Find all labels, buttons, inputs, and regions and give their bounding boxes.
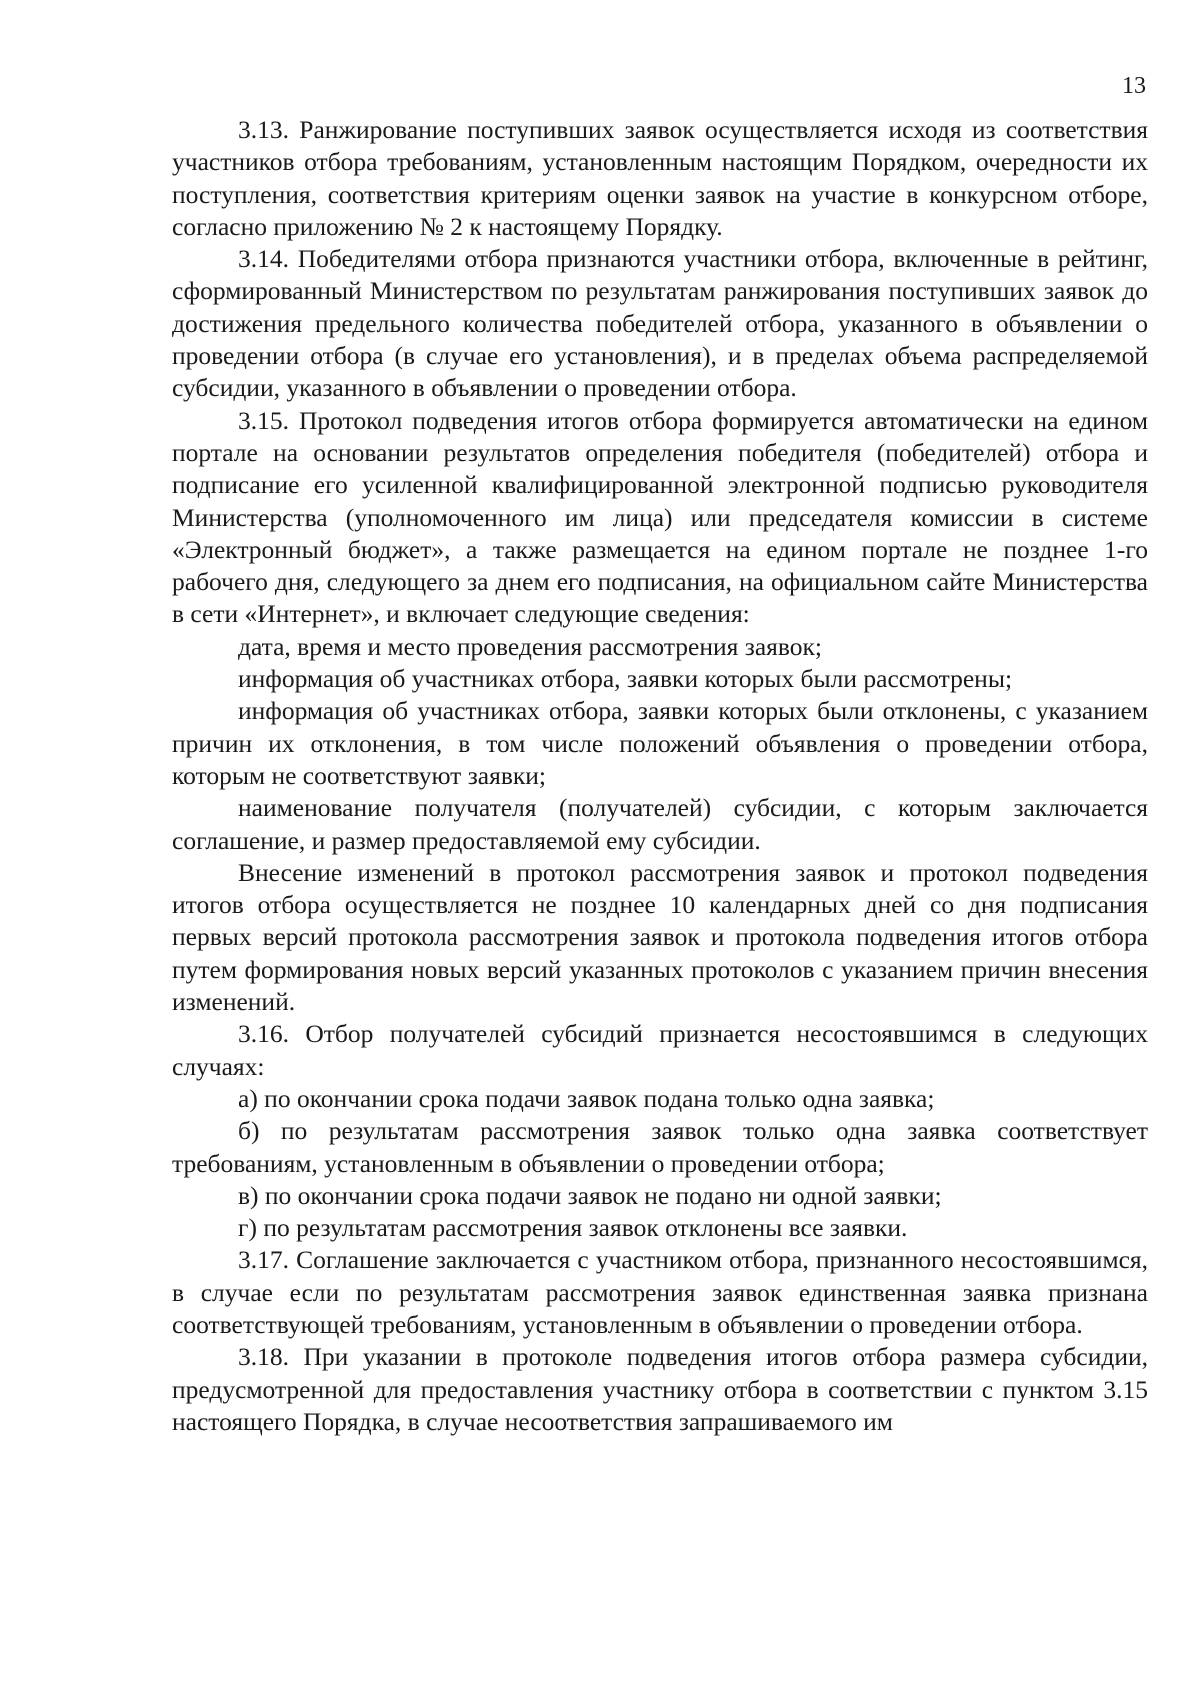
list-item-rejected-participants: информация об участниках отбора, заявки которых были отклонены, с указанием причин их отклонения, в том числе положений объявления о проведении отбора, которым не соответствуют заявки;	[172, 696, 1148, 790]
page-number: 13	[1122, 73, 1146, 99]
list-item-a: а) по окончании срока подачи заявок подана только одна заявка;	[238, 1083, 935, 1113]
paragraph-3-16: 3.16. Отбор получателей субсидий признается несостоявшимся в следующих случаях:	[172, 1019, 1148, 1081]
list-item-v: в) по окончании срока подачи заявок не подано ни одной заявки;	[238, 1180, 942, 1210]
paragraph-3-15: 3.15. Протокол подведения итогов отбора формируется автоматически на едином портале на основании результатов определения победителя (победителей) отбора и подписание его усиленной квалифицированной электронной подписью руководителя Министерства (уполномоченного им лица) или председателя комиссии в системе «Электронный бюджет», а также размещается на едином портале не позднее 1-го рабочего дня, следующего за днем его подписания, на официальном сайте Министерства в сети «Интернет», и включает следующие сведения:	[172, 405, 1148, 629]
paragraph-3-18: 3.18. При указании в протоколе подведения итогов отбора размера субсидии, предусмотренной для предоставления участнику отбора в соответствии с пунктом 3.15 настоящего Порядка, в случае несоответствия запрашиваемого им	[172, 1342, 1148, 1436]
list-item-date-time-place: дата, время и место проведения рассмотрения заявок;	[238, 631, 822, 661]
paragraph-3-13: 3.13. Ранжирование поступивших заявок осуществляется исходя из соответствия участников отбора требованиям, установленным настоящим Порядком, очередности их поступления, соответствия критериям оценки заявок на участие в конкурсном отборе, согласно приложению № 2 к настоящему Порядку.	[172, 115, 1148, 241]
paragraph-3-14: 3.14. Победителями отбора признаются участники отбора, включенные в рейтинг, сформированный Министерством по результатам ранжирования поступивших заявок до достижения предельного количества победителей отбора, указанного в объявлении о проведении отбора (в случае его установления), и в пределах объема распределяемой субсидии, указанного в объявлении о проведении отбора.	[172, 244, 1148, 403]
list-item-b: б) по результатам рассмотрения заявок только одна заявка соответствует требованиям, установленным в объявлении о проведении отбора;	[172, 1116, 1148, 1178]
paragraph-protocol-changes: Внесение изменений в протокол рассмотрения заявок и протокол подведения итогов отбора осуществляется не позднее 10 календарных дней со дня подписания первых версий протокола рассмотрения заявок и протокола подведения итогов отбора путем формирования новых версий указанных протоколов с указанием причин внесения изменений.	[172, 857, 1148, 1017]
list-item-reviewed-participants: информация об участниках отбора, заявки которых были рассмотрены;	[238, 664, 1013, 694]
document-body	[172, 114, 1148, 1438]
paragraph-3-17: 3.17. Соглашение заключается с участником отбора, признанного несостоявшимся, в случае если по результатам рассмотрения заявок единственная заявка признана соответствующей требованиям, установленным в объявлении о проведении отбора.	[172, 1245, 1148, 1339]
list-item-g: г) по результатам рассмотрения заявок отклонены все заявки.	[238, 1213, 908, 1243]
list-item-recipient-name: наименование получателя (получателей) субсидии, с которым заключается соглашение, и размер предоставляемой ему субсидии.	[172, 793, 1148, 855]
